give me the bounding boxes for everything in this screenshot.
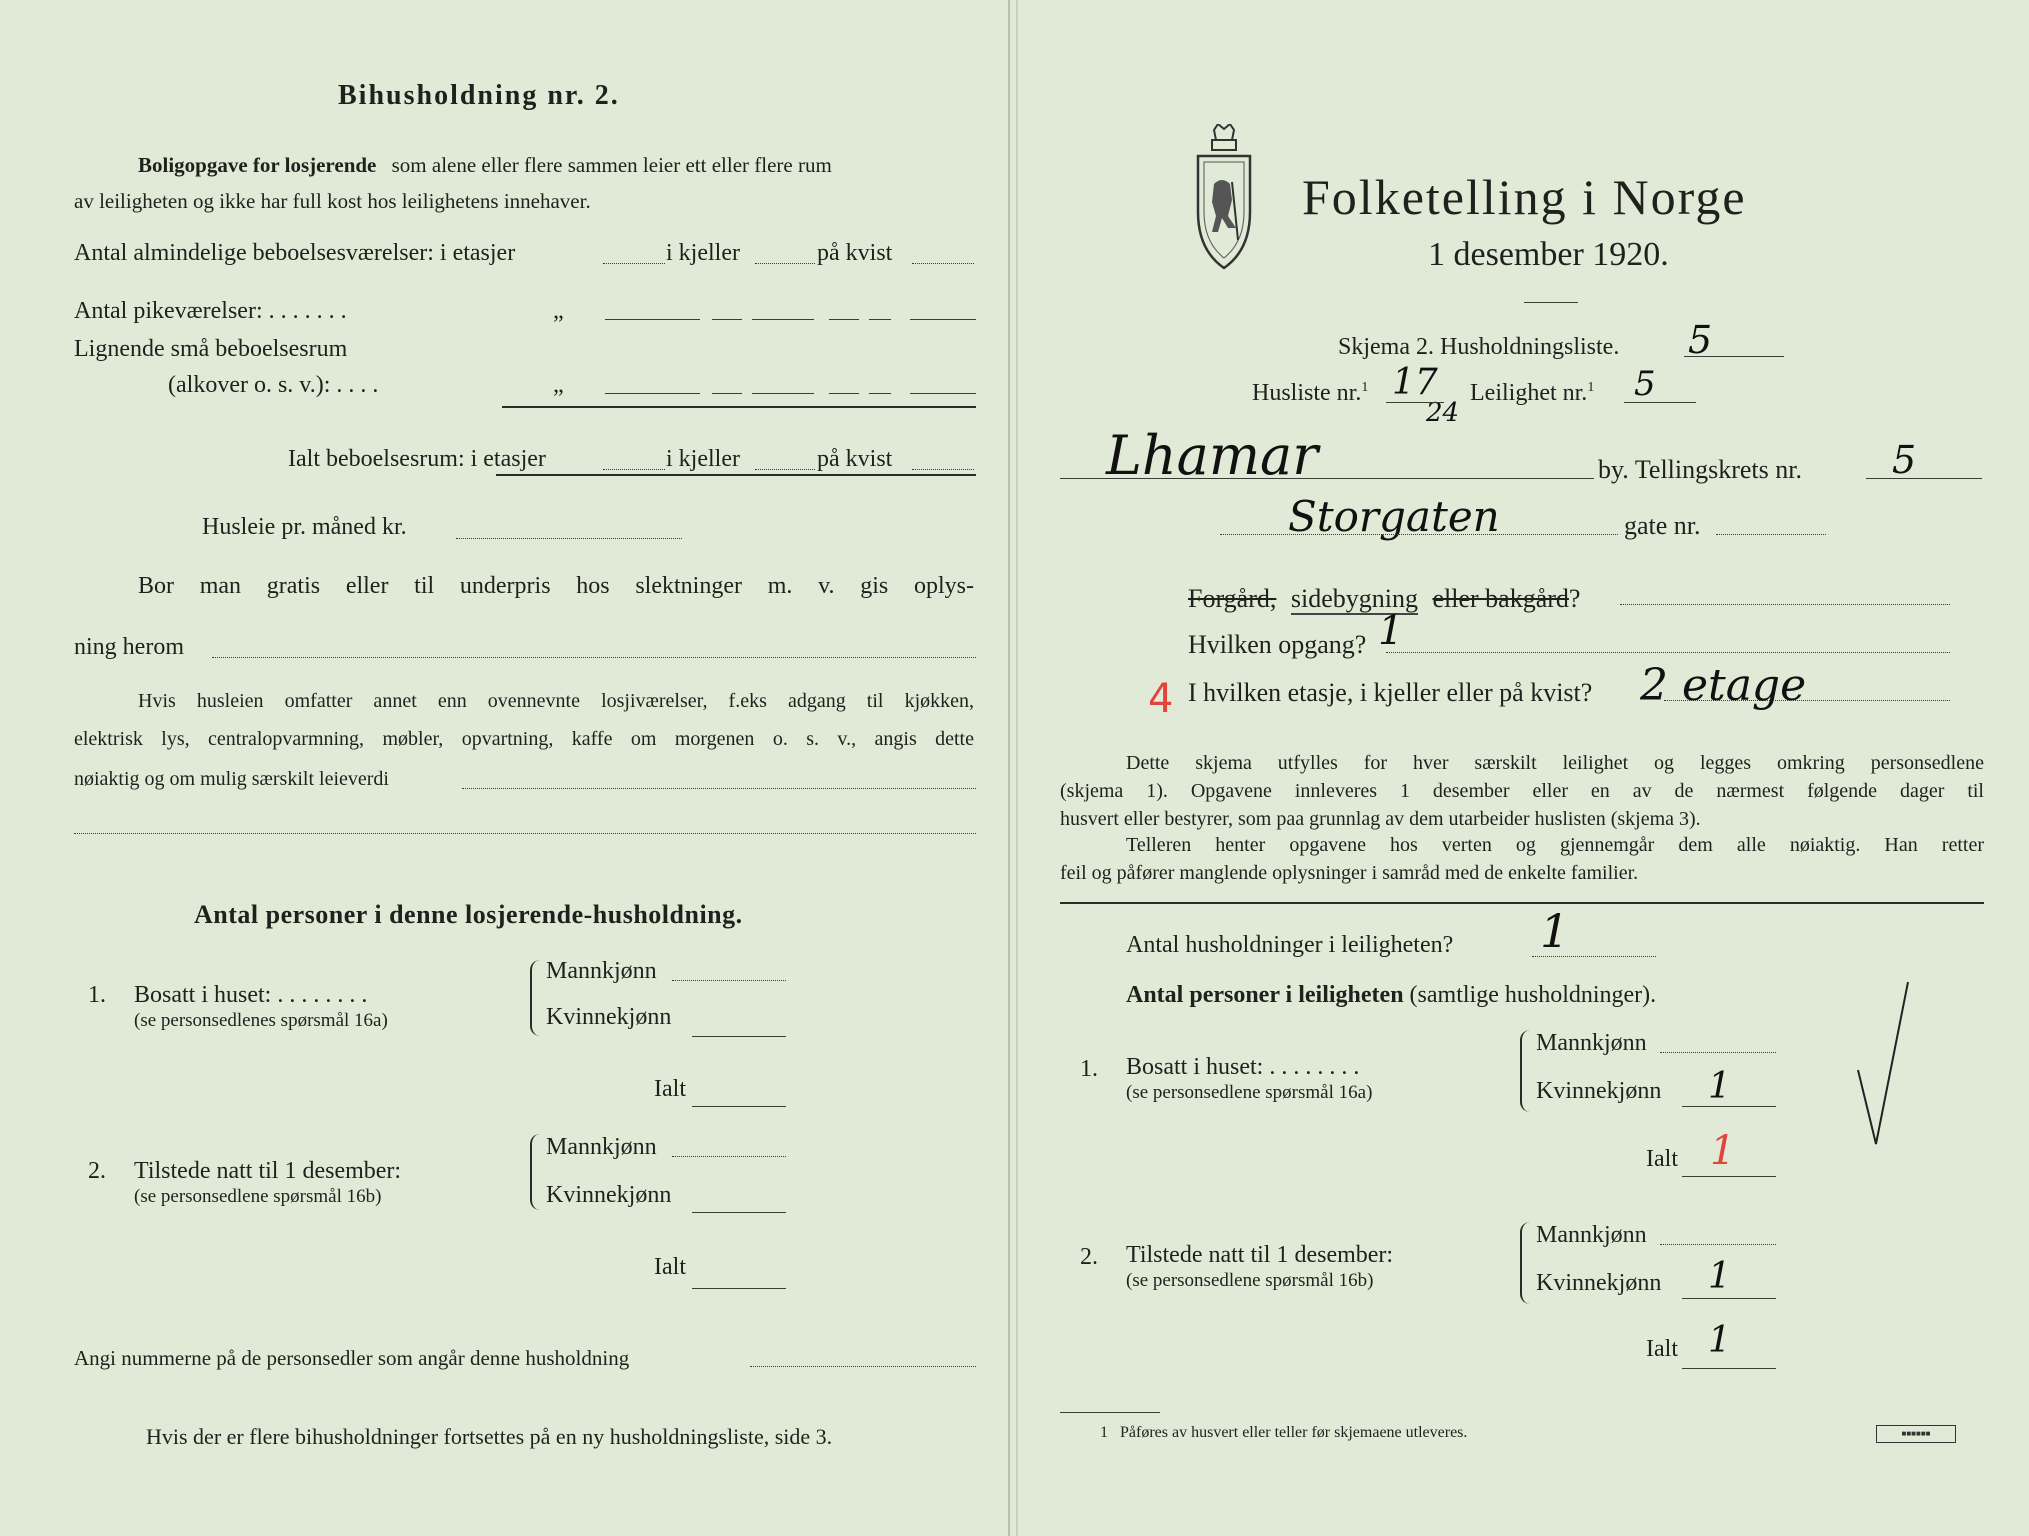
rooms-kvist-blank[interactable] <box>912 263 974 264</box>
intro-bold: Boligopgave for losjerende <box>138 153 377 177</box>
q1-brace <box>530 960 540 1036</box>
krets-blank[interactable] <box>1866 478 1982 479</box>
footnote <box>1100 1424 1467 1442</box>
rooms-kvist-label: på kvist <box>817 240 893 266</box>
husliste-blank[interactable] <box>1386 402 1444 403</box>
etasje-label: I hvilken etasje, i kjeller eller på kvist? <box>1188 678 1593 707</box>
alkove-label: (alkover o. s. v.): . . . . <box>168 372 379 398</box>
ialt-rule <box>496 474 976 476</box>
left-footer: Hvis der er flere bihusholdninger fortsettes på en ny husholdningsliste, side 3. <box>146 1424 833 1449</box>
q1-label: Bosatt i huset: . . . . . . . . <box>134 982 368 1008</box>
leilighet-label <box>1470 380 1594 407</box>
pike-blank-3[interactable] <box>752 319 814 320</box>
pike-blank-1[interactable] <box>605 319 700 320</box>
leilighet-blank[interactable] <box>1624 402 1696 403</box>
rq1-sub: (se personsedlene spørsmål 16a) <box>1126 1082 1373 1103</box>
footnote-text: Påføres av husvert eller teller før skjemaene utleveres. <box>1120 1424 1468 1441</box>
census-date: 1 desember 1920. <box>1428 236 1669 273</box>
para2-line2: feil og påfører manglende oplysninger i samråd med de enkelte familier. <box>1060 862 1639 884</box>
husliste-text: Husliste nr. <box>1252 380 1362 406</box>
leilighet-hw: 5 <box>1634 364 1656 404</box>
alkove-ditto: „ <box>553 372 564 398</box>
rooms-kjeller-blank[interactable] <box>755 263 815 264</box>
pike-blank-6[interactable] <box>910 319 976 320</box>
rq2-kvinne-hw: 1 <box>1708 1256 1731 1297</box>
gratis-line1: Bor man gratis eller til underpris hos slektninger m. v. gis oplys- <box>138 573 974 599</box>
rq1-kvinne-hw: 1 <box>1708 1066 1731 1107</box>
small-line2: elektrisk lys, centralopvarmning, møbler, opvartning, kaffe om morgenen o. s. v., angis dette <box>74 728 974 750</box>
q2-mann-label: Mannkjønn <box>546 1134 657 1160</box>
husliste-sup: 1 <box>1361 380 1369 395</box>
leilighet-text: Leilighet nr. <box>1470 380 1588 406</box>
q2-ialt-blank[interactable] <box>692 1288 786 1289</box>
right-page <box>1020 0 2029 1536</box>
alkove-blank-1[interactable] <box>605 393 700 394</box>
rq1-mann-label: Mannkjønn <box>1536 1030 1647 1056</box>
q1-sub: (se personsedlenes spørsmål 16a) <box>134 1010 388 1031</box>
opgang-hw: 1 <box>1378 608 1404 654</box>
rq2-kvinne-blank[interactable] <box>1682 1298 1776 1299</box>
q2-kvinne-label: Kvinnekjønn <box>546 1182 672 1208</box>
ialt-kvist-label: på kvist <box>817 446 893 472</box>
husleie-label: Husleie pr. måned kr. <box>202 514 407 540</box>
para2-line1: Telleren henter opgavene hos verten og gjennemgår dem alle nøiaktig. Han retter <box>1126 834 1984 856</box>
rooms-label: Antal almindelige beboelsesværelser: i etasjer <box>74 240 516 266</box>
gratis-blank[interactable] <box>212 657 976 658</box>
rq1-label: Bosatt i huset: . . . . . . . . <box>1126 1054 1360 1080</box>
q2-mann-blank[interactable] <box>672 1156 786 1157</box>
q1-number: 1. <box>88 982 106 1008</box>
right-title: Folketelling i Norge <box>1302 169 1747 225</box>
para1-line1: Dette skjema utfylles for hver særskilt leilighet og legges omkring personsedlene <box>1126 752 1984 774</box>
lignende-label: Lignende små beboelsesrum <box>74 336 348 362</box>
footnote-number: 1 <box>1100 1424 1108 1441</box>
husliste-label <box>1252 380 1368 407</box>
q2-ialt-label: Ialt <box>654 1254 686 1280</box>
pike-label: Antal pikeværelser: . . . . . . . <box>74 298 347 324</box>
left-title: Bihusholdning nr. 2. <box>338 80 620 111</box>
forgaard-struck: Forgård, <box>1188 584 1277 613</box>
q2-sub: (se personsedlene spørsmål 16b) <box>134 1186 382 1207</box>
small-line1: Hvis husleien omfatter annet enn ovennevnte losjiværelser, f.eks adgang til kjøkken, <box>138 690 974 712</box>
krets-hw: 5 <box>1892 438 1917 482</box>
rq2-ialt-blank[interactable] <box>1682 1368 1776 1369</box>
husleie-blank[interactable] <box>456 538 682 539</box>
rq2-label: Tilstede natt til 1 desember: <box>1126 1242 1394 1268</box>
rooms-etasjer-blank[interactable] <box>603 263 665 264</box>
fold-line <box>1008 0 1010 1536</box>
fold-shadow <box>1016 0 1018 1536</box>
hushold-blank[interactable] <box>1532 956 1656 957</box>
hushold-hw: 1 <box>1540 904 1570 958</box>
persons-heading: Antal personer i denne losjerende-husholdning. <box>194 900 743 929</box>
rq2-ialt-label: Ialt <box>1646 1336 1678 1362</box>
q2-kvinne-blank[interactable] <box>692 1212 786 1213</box>
rq2-kvinne-label: Kvinnekjønn <box>1536 1270 1662 1296</box>
intro-rest: som alene eller flere sammen leier ett eller flere rum <box>391 153 832 177</box>
bakgaard-struck: eller bakgård <box>1432 584 1569 613</box>
leieverdi-blank-2[interactable] <box>74 833 976 834</box>
rooms-kjeller-label: i kjeller <box>666 240 740 266</box>
sum-rule <box>502 406 976 408</box>
intro-line1 <box>138 153 832 178</box>
by-krets-label: by. Tellingskrets nr. <box>1598 455 1803 484</box>
q2-number: 2. <box>88 1158 106 1184</box>
etasje-hw: 2 etage <box>1640 660 1807 711</box>
q1-kvinne-label: Kvinnekjønn <box>546 1004 672 1030</box>
ialt-rooms-label: Ialt beboelsesrum: i etasjer <box>288 446 546 472</box>
city-blank[interactable] <box>1060 478 1594 479</box>
q2-label: Tilstede natt til 1 desember: <box>134 1158 402 1184</box>
gate-label: gate nr. <box>1624 511 1701 540</box>
skjema-hw: 5 <box>1688 318 1713 362</box>
leieverdi-blank[interactable] <box>462 788 976 789</box>
q1-ialt-blank[interactable] <box>692 1106 786 1107</box>
rq2-ialt-hw: 1 <box>1708 1320 1731 1361</box>
opgang-label: Hvilken opgang? <box>1188 630 1367 659</box>
rq1-brace <box>1520 1030 1530 1112</box>
angi-blank[interactable] <box>750 1366 976 1367</box>
rq1-number: 1. <box>1080 1056 1098 1082</box>
gatenr-blank[interactable] <box>1716 534 1826 535</box>
check-mark-icon <box>1854 978 1924 1148</box>
small-line3: nøiaktig og om mulig særskilt leieverdi <box>74 768 389 790</box>
rq2-sub: (se personsedlene spørsmål 16b) <box>1126 1270 1374 1291</box>
rq2-mann-blank[interactable] <box>1660 1244 1776 1245</box>
street-blank[interactable] <box>1220 534 1618 535</box>
etasje-blank[interactable] <box>1664 700 1950 701</box>
gaard-blank[interactable] <box>1620 604 1950 605</box>
rq1-mann-blank[interactable] <box>1660 1052 1776 1053</box>
rq2-mann-label: Mannkjønn <box>1536 1222 1647 1248</box>
gaard-qmark: ? <box>1568 584 1581 613</box>
skjema-blank[interactable] <box>1684 356 1784 357</box>
ialt-kjeller-blank[interactable] <box>755 469 815 470</box>
ialt-kvist-blank[interactable] <box>912 469 974 470</box>
q2-brace <box>530 1134 540 1210</box>
printer-stamp: ■■■■■■ <box>1876 1425 1956 1443</box>
section-rule <box>1060 902 1984 904</box>
sidebygning-underlined: sidebygning <box>1290 584 1418 613</box>
title-rule <box>1524 302 1578 303</box>
q1-mann-label: Mannkjønn <box>546 958 657 984</box>
persons-heading-rest: (samtlige husholdninger). <box>1409 982 1657 1008</box>
pike-blank-4[interactable] <box>829 319 859 320</box>
angi-label: Angi nummerne på de personsedler som angår denne husholdning <box>74 1346 630 1370</box>
persons-heading-bold: Antal personer i leiligheten <box>1126 982 1404 1008</box>
norway-coat-of-arms-icon <box>1192 124 1256 272</box>
skjema-label: Skjema 2. Husholdningsliste. <box>1338 334 1620 360</box>
persons-heading-right <box>1126 982 1656 1009</box>
pike-blank-5[interactable] <box>869 319 891 320</box>
para1-line3: husvert eller bestyrer, som paa grunnlag av dem utarbeider huslisten (skjema 3). <box>1060 808 1701 830</box>
city-hw: Lhamar <box>1106 424 1319 487</box>
alkove-blank-4[interactable] <box>829 393 859 394</box>
rq1-kvinne-label: Kvinnekjønn <box>1536 1078 1662 1104</box>
gratis-line2: ning herom <box>74 634 184 660</box>
hushold-label: Antal husholdninger i leiligheten? <box>1126 932 1454 958</box>
alkove-blank-5[interactable] <box>869 393 891 394</box>
footnote-rule <box>1060 1412 1160 1413</box>
pike-blank-2[interactable] <box>712 319 742 320</box>
q1-ialt-label: Ialt <box>654 1076 686 1102</box>
alkove-blank-2[interactable] <box>712 393 742 394</box>
opgang-blank[interactable] <box>1386 652 1950 653</box>
rq1-kvinne-blank[interactable] <box>1682 1106 1776 1107</box>
ialt-etasjer-blank[interactable] <box>603 469 665 470</box>
rq1-ialt-hw: 1 <box>1710 1128 1736 1174</box>
leilighet-sup: 1 <box>1587 380 1595 395</box>
para1-line2: (skjema 1). Opgavene innleveres 1 desember eller en av de nærmest følgende dager til <box>1060 780 1984 802</box>
intro-line2: av leiligheten og ikke har full kost hos leilighetens innehaver. <box>74 189 591 213</box>
rq1-ialt-label: Ialt <box>1646 1146 1678 1172</box>
rq2-number: 2. <box>1080 1244 1098 1270</box>
q1-mann-blank[interactable] <box>672 980 786 981</box>
q1-kvinne-blank[interactable] <box>692 1036 786 1037</box>
alkove-blank-3[interactable] <box>752 393 814 394</box>
rq2-brace <box>1520 1222 1530 1304</box>
red-margin-mark: 4 <box>1148 676 1174 722</box>
left-page <box>0 0 1005 1536</box>
rq1-ialt-blank[interactable] <box>1682 1176 1776 1177</box>
husliste-hw2: 24 <box>1426 398 1460 428</box>
husliste-hw: 17 <box>1392 362 1438 403</box>
pike-ditto: „ <box>553 298 564 324</box>
street-hw: Storgaten <box>1288 492 1500 541</box>
alkove-blank-6[interactable] <box>910 393 976 394</box>
ialt-kjeller-label: i kjeller <box>666 446 740 472</box>
